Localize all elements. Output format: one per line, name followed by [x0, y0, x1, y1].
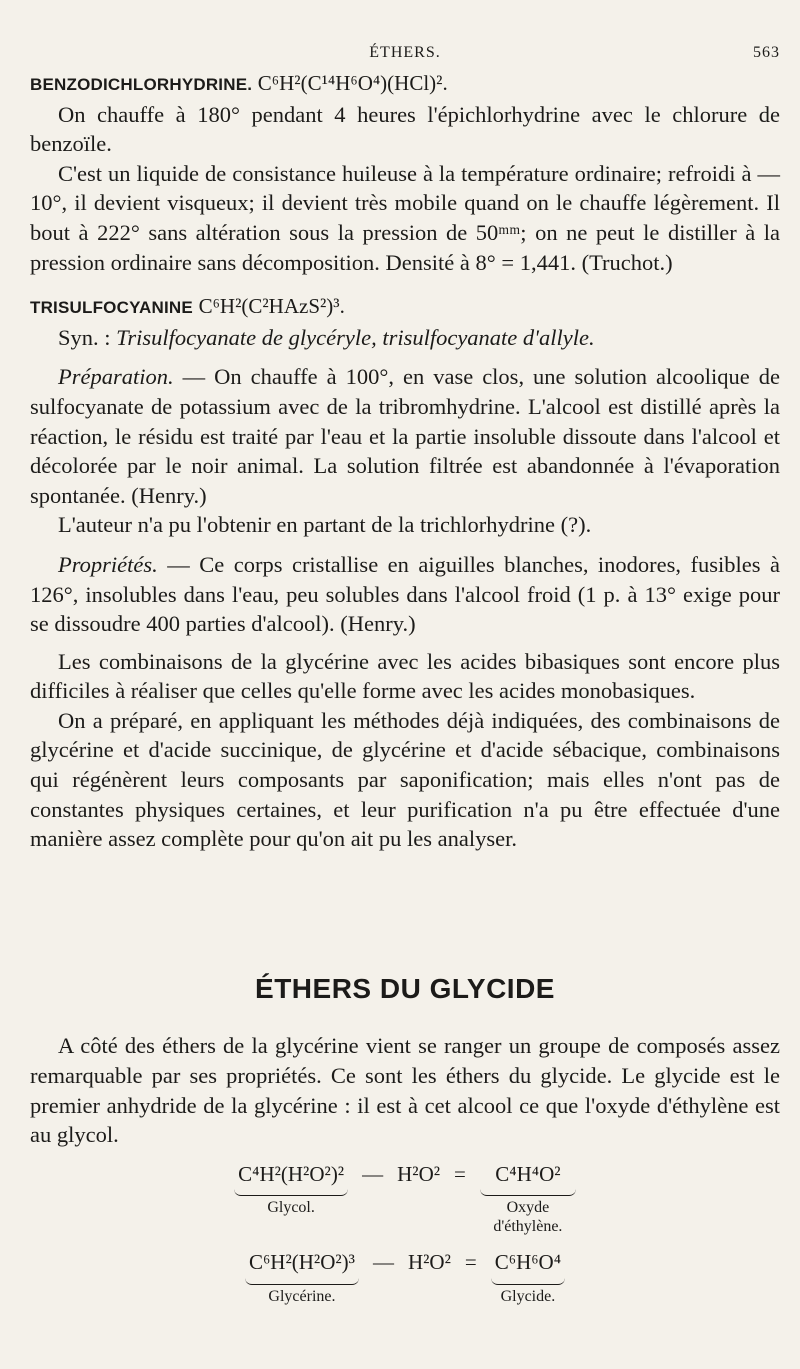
- equation-glycol: [30, 1160, 780, 1237]
- preparation-text: — On chauffe à 100°, en vase clos, une solution alcoolique de sulfocyanate de potassium avec de la tribromhydrine. L'alcool est distillé après la réaction, le résidu est traité par l'eau et la partie insoluble dissoute dans l'alcool et décolorée par le noir animal. La solution filtrée est abandonnée à l'évaporation spontanée. (Henry.): [30, 364, 780, 508]
- formula-glycol: C⁴H²(H²O²)²: [238, 1161, 345, 1186]
- entry-heading: BENZODICHLORHYDRINE.: [30, 75, 253, 94]
- equals-sign: =: [454, 1161, 466, 1186]
- preparation-label: Préparation.: [58, 364, 174, 390]
- section-title: ÉTHERS DU GLYCIDE: [255, 972, 555, 1004]
- body-paragraph: On a préparé, en appliquant les méthodes déjà indiquées, des combinaisons de glycérine et d'acide succinique, de glycérine et d'acide sébacique, combinaisons qui régénèrent leurs composants par saponification; mais elles n'ont pas de constantes physiques certaines, et leur purification n'a pu être effectuée d'une manière assez complète pour qu'on ait pu les analyser.: [30, 707, 780, 852]
- equation-term: [480, 1160, 576, 1237]
- page-number: 563: [753, 44, 780, 61]
- body-paragraph: Les combinaisons de la glycérine avec les acides bibasiques sont encore plus difficiles à réaliser que celles qu'elle forme avec les acides monobasiques.: [30, 648, 780, 704]
- properties-label: Propriétés.: [58, 551, 158, 577]
- formula-water: H²O²: [397, 1161, 441, 1186]
- body-paragraph: C'est un liquide de consistance huileuse à la température ordinaire; refroidi à — 10°, il devient visqueux; il devient très mobile quand on le chauffe légèrement. Il bout à 222° sans altération sous la pression de 50ᵐᵐ; on ne peut le distiller à la pression ordinaire sans décomposition. Densité à 8° = 1,441. (Truchot.): [30, 160, 780, 275]
- equation-term: [491, 1248, 565, 1306]
- underbrace: [480, 1189, 576, 1196]
- formula-label: Oxyde d'éthylène.: [493, 1199, 563, 1236]
- underbrace: [491, 1278, 565, 1285]
- formula-water: H²O²: [407, 1250, 451, 1275]
- entry-trisulfocyanine: [30, 291, 780, 639]
- entry-formula: C⁶H²(C¹⁴H⁶O⁴)(HCl)².: [257, 71, 448, 95]
- entry-heading: TRISULFOCYANINE: [30, 298, 193, 318]
- running-header: [30, 38, 780, 64]
- formula-glycerine: C⁶H²(H²O²)³: [248, 1250, 355, 1275]
- synonym-text: Trisulfocyanate de glycéryle, trisulfocyanate d'allyle.: [116, 324, 595, 350]
- minus-sign: —: [362, 1161, 384, 1186]
- underbrace: [245, 1278, 359, 1285]
- document-page: [30, 38, 780, 1306]
- preparation-paragraph: [30, 362, 780, 510]
- synonym-line: [30, 323, 780, 353]
- entry-formula: C⁶H²(C²HAzS²)³.: [198, 294, 345, 319]
- entry-benzodichlorhydrine: [30, 68, 780, 277]
- formula-glycide: C⁶H⁶O⁴: [494, 1250, 562, 1275]
- formula-label: Glycol.: [267, 1199, 315, 1217]
- properties-paragraph: [30, 550, 780, 639]
- body-paragraph: L'auteur n'a pu l'obtenir en partant de la trichlorhydrine (?).: [58, 512, 592, 538]
- properties-text: — Ce corps cristallise en aiguilles blanches, inodores, fusibles à 126°, insolubles dans l'eau, peu solubles dans l'alcool froid (1 p. à 13° exige pour se dissoudre 400 parties d'alcool). (Henry.): [30, 551, 780, 637]
- formula-label: Glycérine.: [268, 1288, 336, 1305]
- body-paragraph: On chauffe à 180° pendant 4 heures l'épichlorhydrine avec le chlorure de benzoïle.: [30, 101, 780, 157]
- underbrace: [234, 1189, 348, 1196]
- formula-ethylene-oxide: C⁴H⁴O²: [495, 1161, 561, 1186]
- formula-label: Glycide.: [500, 1288, 556, 1305]
- body-paragraph: A côté des éthers de la glycérine vient se ranger un groupe de composés assez remarquable par ses propriétés. Ce sont les éthers du glycide. Le glycide est le premier anhydride de la glycérine : il est à cet alcool ce que l'oxyde d'éthylène est au glycol.: [30, 1033, 780, 1148]
- running-title: ÉTHERS.: [369, 44, 441, 61]
- equals-sign: =: [464, 1250, 477, 1275]
- equation-term: [245, 1248, 359, 1306]
- minus-sign: —: [372, 1250, 394, 1275]
- equation-term: [234, 1160, 348, 1218]
- equation-glycerine: [30, 1248, 780, 1306]
- synonym-label: Syn. :: [58, 324, 111, 350]
